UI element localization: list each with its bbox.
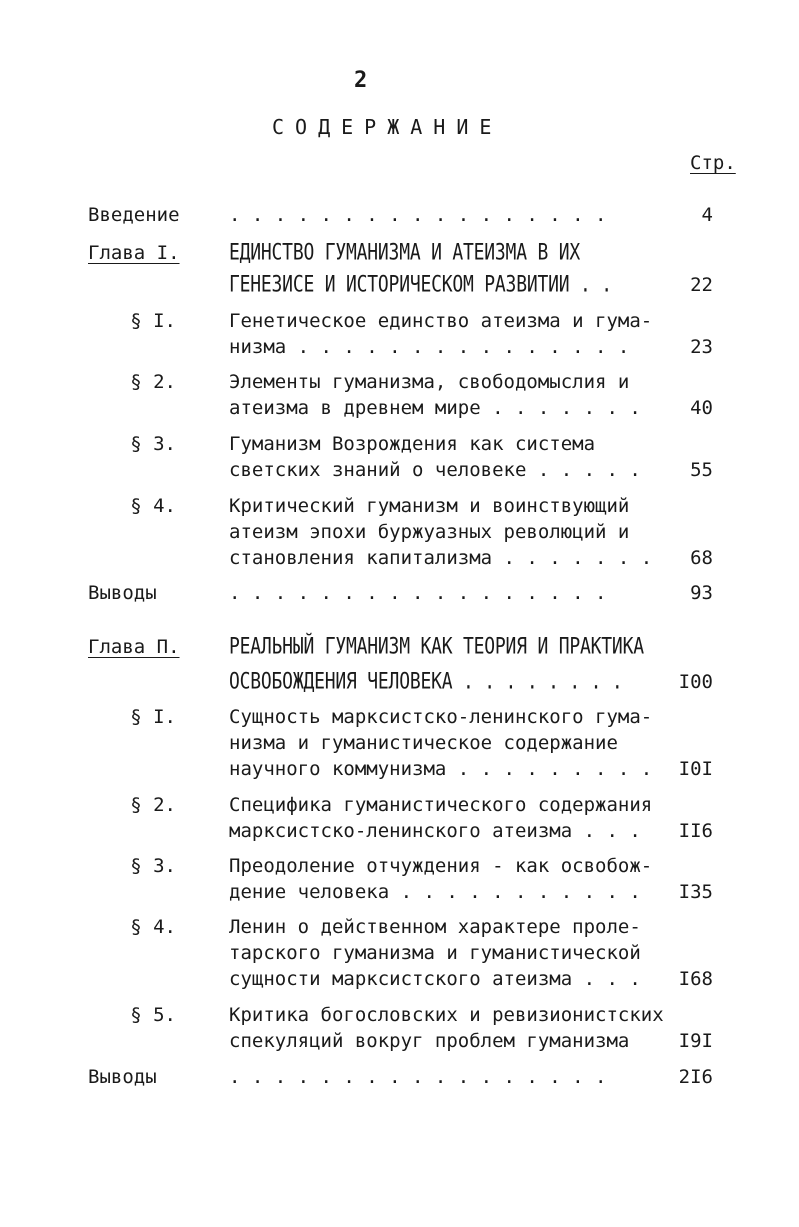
toc-entry-line: низма . . . . . . . . . . . . . . .	[229, 336, 630, 358]
toc-page-number: 40	[690, 397, 713, 419]
toc-entry-line: Критический гуманизм и воинствующий	[229, 495, 630, 517]
toc-page-number: I35	[678, 881, 713, 903]
toc-entry-line: Преодоление отчуждения - как освобож-	[229, 855, 653, 877]
toc-entry-line: Ленин о действенном характере проле-	[229, 916, 641, 938]
toc-section-label: § 4.	[130, 916, 176, 938]
toc-entry-line: тарского гуманизма и гуманистической	[229, 942, 641, 964]
toc-page-number: 23	[690, 336, 713, 358]
toc-entry-line: . . . . . . . . . . . . . . . . .	[229, 582, 607, 604]
toc-section-label: § 4.	[130, 495, 176, 517]
toc-page-number: 22	[690, 274, 713, 296]
toc-chapter-title-line: ЕДИНСТВО ГУМАНИЗМА И АТЕИЗМА В ИХ	[229, 239, 581, 266]
toc-entry-line: Гуманизм Возрождения как система	[229, 433, 596, 455]
toc-entry-line: марксистско-ленинского атеизма . . .	[229, 820, 641, 842]
toc-entry-line: становления капитализма . . . . . . .	[229, 547, 653, 569]
toc-page-number: I68	[678, 968, 713, 990]
toc-entry-line: Элементы гуманизма, свободомыслия и	[229, 371, 630, 393]
page-column-header: Стр.	[690, 152, 736, 174]
toc-page-number: 93	[690, 582, 713, 604]
toc-page-number: 68	[690, 547, 713, 569]
toc-entry-line: Генетическое единство атеизма и гума-	[229, 310, 653, 332]
toc-page-number: II6	[678, 820, 713, 842]
toc-left-label: Введение	[88, 204, 180, 226]
toc-page-number: I00	[678, 671, 713, 693]
page-number: 2	[354, 68, 368, 93]
toc-chapter-label: Глава П.	[88, 636, 180, 658]
toc-entry-line: атеизм эпохи буржуазных революций и	[229, 521, 630, 543]
toc-chapter-title-line: ОСВОБОЖДЕНИЯ ЧЕЛОВЕКА . . . . . . . .	[229, 668, 623, 695]
toc-left-label: Выводы	[88, 582, 157, 604]
toc-section-label: § 5.	[130, 1004, 176, 1026]
toc-section-label: § I.	[130, 706, 176, 728]
toc-entry-line: светских знаний о человеке . . . . .	[229, 459, 641, 481]
toc-page-number: 2I6	[678, 1066, 713, 1088]
toc-entry-line: научного коммунизма . . . . . . . . .	[229, 758, 653, 780]
toc-entry-line: Сущность марксистско-ленинского гума-	[229, 706, 653, 728]
toc-page-number: I9I	[678, 1030, 713, 1052]
toc-entry-line: . . . . . . . . . . . . . . . . .	[229, 1066, 607, 1088]
toc-chapter-label: Глава I.	[88, 242, 180, 264]
toc-section-label: § 2.	[130, 371, 176, 393]
toc-left-label: Выводы	[88, 1066, 157, 1088]
toc-chapter-title-line: РЕАЛЬНЫЙ ГУМАНИЗМ КАК ТЕОРИЯ И ПРАКТИКА	[229, 633, 644, 660]
toc-section-label: § 3.	[130, 433, 176, 455]
toc-entry-line: спекуляций вокруг проблем гуманизма	[229, 1030, 630, 1052]
toc-chapter-title-line: ГЕНЕЗИСЕ И ИСТОРИЧЕСКОМ РАЗВИТИИ . .	[229, 271, 612, 298]
toc-section-label: § 3.	[130, 855, 176, 877]
toc-entry-line: сущности марксистского атеизма . . .	[229, 968, 641, 990]
toc-entry-line: Критика богословских и ревизионистских	[229, 1004, 664, 1026]
toc-title: СОДЕРЖАНИЕ	[272, 115, 503, 139]
toc-page-number: 4	[701, 204, 713, 226]
toc-entry-line: атеизма в древнем мире . . . . . . .	[229, 397, 641, 419]
toc-entry-line: . . . . . . . . . . . . . . . . .	[229, 204, 607, 226]
toc-entry-line: Специфика гуманистического содержания	[229, 794, 653, 816]
toc-section-label: § I.	[130, 310, 176, 332]
toc-page-number: I0I	[678, 758, 713, 780]
toc-page-number: 55	[690, 459, 713, 481]
toc-entry-line: дение человека . . . . . . . . . . .	[229, 881, 641, 903]
toc-entry-line: низма и гуманистическое содержание	[229, 732, 618, 754]
toc-section-label: § 2.	[130, 794, 176, 816]
